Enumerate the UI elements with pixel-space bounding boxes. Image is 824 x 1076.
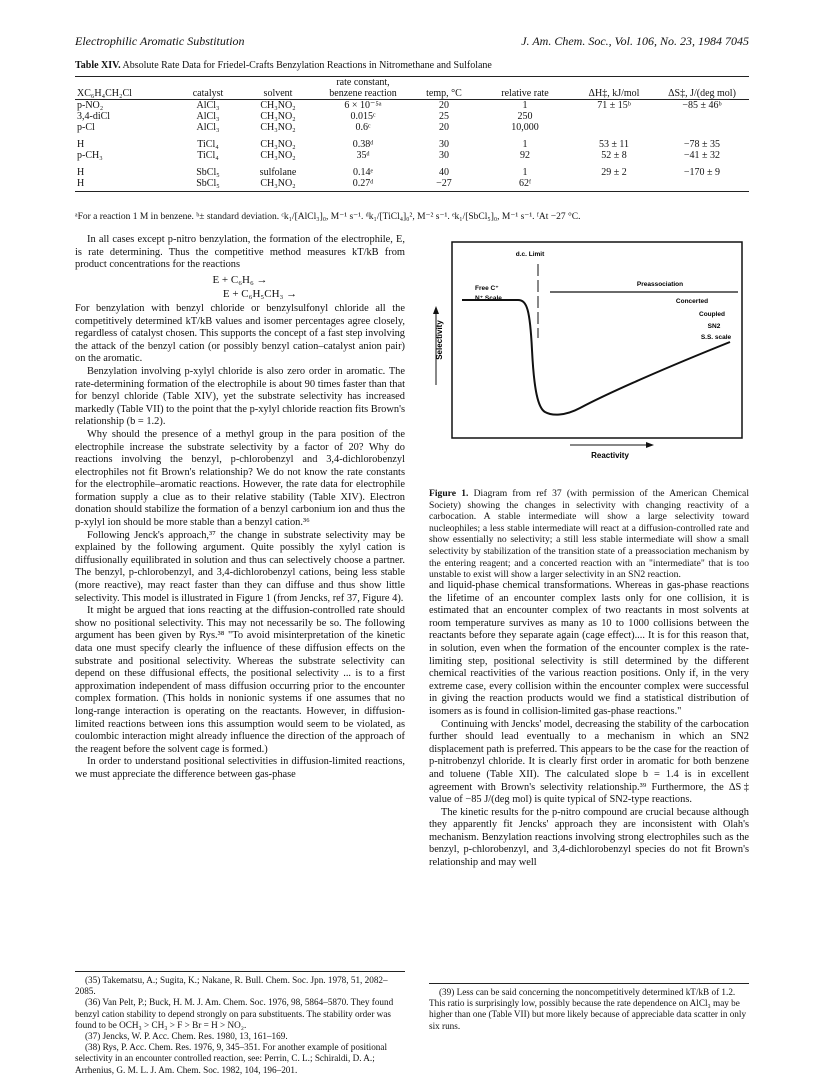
cell-temp: 30 bbox=[439, 150, 449, 161]
cell-enthalpy: 52 ± 8 bbox=[601, 150, 627, 161]
cell-solvent: CH₃NO₂ bbox=[241, 178, 315, 192]
col-header-rate-line2: benzene reaction bbox=[329, 88, 397, 99]
y-axis-arrowhead bbox=[433, 306, 439, 314]
cell-substrate: p-Cl bbox=[77, 122, 95, 133]
cell-solvent: CH₃NO₂ bbox=[260, 111, 296, 122]
coupled-label: Coupled bbox=[699, 311, 725, 318]
n-plus-scale-label: N⁺ Scale bbox=[475, 295, 502, 302]
cell-enthalpy bbox=[573, 122, 655, 133]
cell-relative-rate: 1 bbox=[522, 139, 528, 150]
cell-rate-constant: 0.38ᵈ bbox=[352, 139, 374, 150]
cell-rate-constant: 0.6ᶜ bbox=[355, 122, 371, 133]
x-axis-label: Reactivity bbox=[591, 451, 629, 460]
cell-substrate: H bbox=[75, 178, 175, 192]
cell-relative-rate: 1 bbox=[522, 167, 528, 178]
cell-relative-rate: 250 bbox=[517, 111, 533, 122]
figure-caption bbox=[429, 488, 749, 581]
paragraph: It might be argued that ions reacting at the diffusion-controlled rate should show no positional selectivity. This may not necessarily be so. The following argument has been given by Rys.³⁸ "To avoid misinterpretation of the kinetic data one must specify clearly the influence of these diffusion effects on the substrate and positional selectivity. Whereas the substrate selectivity can depend on these diffusional effects, the positional selectivity ... is to a first approximation independent of mass diffusion occurring prior to the encounter complex formation. (This holds in nonionic systems if one assumes that no long-range interaction is operating on the reactants. However, in diffusion-limited reactions between ions this assumption would seem to be violated, as coulombic interaction might already influence the direction of the approach of the reagent before the solvent cage is formed.) bbox=[75, 605, 405, 755]
cell-substrate: 3,4-diCl bbox=[77, 111, 111, 122]
footnote-39: (39) Less can be said concerning the noncompetitively determined kT/kB of 1.2. This ratio is surprisingly low, possibly because the rate dependence on AlCl₃ may be higher than one (Table VII) but more likely because of appreciable data scatter in only six runs. bbox=[429, 987, 747, 1031]
cell-temp: −27 bbox=[411, 178, 477, 192]
paragraph: Following Jenck's approach,³⁷ the change in substrate selectivity may be explained by the following argument. Quite possibly the xylyl cation is diffusionally equilibrated in solution and thus can selectively choose a partner. The benzyl, p-chlorobenzyl, and 3,4-dichlorobenzyl cations, being less stable (more reactive), may react faster than they can diffuse and thus show little selectivity. This model is illustrated in Figure 1 (from Jencks, ref 37, Figure 4). bbox=[75, 529, 405, 604]
cell-entropy: −78 ± 35 bbox=[683, 139, 721, 150]
paragraph: For benzylation with benzyl chloride or benzylsulfonyl chloride all the competitively determined kT/kB values and isomer percentages agree closely, regardless of catalyst chosen. This supports the concept of a fast step involving the attack of the benzyl cation (or possibly benzyl cation–catalyst anion pair) on the aromatic. bbox=[75, 302, 405, 365]
cell-catalyst: AlCl₃ bbox=[196, 100, 220, 111]
dc-limit-label: d.c. Limit bbox=[515, 251, 545, 258]
col-header-substrate: XC₆H₄CH₂Cl bbox=[75, 77, 175, 100]
left-footnotes bbox=[75, 971, 405, 1076]
cell-enthalpy: 53 ± 11 bbox=[598, 139, 630, 150]
x-axis-arrowhead bbox=[646, 442, 654, 448]
cell-solvent: CH₃NO₂ bbox=[260, 139, 296, 150]
col-header-entropy: ΔS‡, J/(deg mol) bbox=[655, 77, 749, 100]
cell-rate-constant: 0.14ᵉ bbox=[352, 167, 374, 178]
cell-solvent: CH₃NO₂ bbox=[260, 122, 296, 133]
preassociation-label: Preassociation bbox=[636, 281, 684, 288]
figure-frame bbox=[452, 242, 742, 438]
cell-catalyst: AlCl₃ bbox=[196, 111, 220, 122]
footnote-37: (37) Jencks, W. P. Acc. Chem. Res. 1980, 13, 161–169. bbox=[85, 1031, 288, 1042]
footnote-35: (35) Takematsu, A.; Sugita, K.; Nakane, R. Bull. Chem. Soc. Jpn. 1978, 51, 2082–2085. bbox=[75, 975, 388, 997]
right-column bbox=[429, 580, 749, 870]
rate-data-table bbox=[75, 76, 749, 192]
table-header-row bbox=[75, 77, 749, 100]
cell-catalyst: SbCl₅ bbox=[175, 178, 241, 192]
col-header-solvent: solvent bbox=[241, 77, 315, 100]
table-row bbox=[75, 178, 749, 192]
header-section-title: Electrophilic Aromatic Substitution bbox=[75, 34, 245, 48]
cell-catalyst: TiCl₄ bbox=[197, 139, 219, 150]
cell-enthalpy bbox=[573, 111, 655, 122]
cell-enthalpy: 29 ± 2 bbox=[601, 167, 627, 178]
table-caption-label: Table XIV. bbox=[75, 60, 121, 71]
table-row bbox=[75, 150, 749, 161]
cell-enthalpy bbox=[573, 178, 655, 192]
cell-substrate: H bbox=[77, 167, 85, 178]
cell-catalyst: TiCl₄ bbox=[197, 150, 219, 161]
equation-benzene: E + C₆H₆ → bbox=[212, 273, 268, 286]
cell-temp: 30 bbox=[439, 139, 449, 150]
free-carbocation-label: Free C⁺ bbox=[475, 285, 499, 292]
paragraph: Continuing with Jencks' model, decreasing the stability of the carbocation further should lead eventually to a mechanism in which an SN2 displacement path is preferred. This appears to be the case for the reaction of p-nitrobenzyl chloride. It is clearly first order in aromatic for both benzene and toluene (Table XII). The calculated slope b = 1.4 is in excellent agreement with Brown's selectivity relationship.³⁹ Furthermore, the ΔS‡ value of −85 J/(deg mol) is quite typical of SN2-type reactions. bbox=[429, 718, 749, 806]
cell-rate-constant: 0.015ᶜ bbox=[350, 111, 376, 122]
right-footnotes bbox=[429, 983, 749, 1032]
cell-solvent: sulfolane bbox=[259, 167, 297, 178]
selectivity-reactivity-diagram bbox=[430, 240, 748, 488]
cell-rate-constant: 6 × 10⁻⁵ᵃ bbox=[344, 100, 382, 111]
col-header-relative-rate: relative rate bbox=[477, 77, 573, 100]
cell-relative-rate: 1 bbox=[522, 100, 528, 111]
col-header-rate-line1: rate constant, bbox=[336, 77, 390, 88]
header-journal-citation: J. Am. Chem. Soc., Vol. 106, No. 23, 1984 7045 bbox=[521, 34, 749, 48]
cell-enthalpy: 71 ± 15ᵇ bbox=[597, 100, 631, 111]
cell-rate-constant: 35ᵈ bbox=[356, 150, 370, 161]
concerted-label: Concerted bbox=[675, 298, 709, 305]
cell-entropy: −85 ± 46ᵇ bbox=[682, 100, 722, 111]
paragraph: Benzylation involving p-xylyl chloride is also zero order in aromatic. The rate-determining formation of the electrophile is about 90 times faster than that for benzyl chloride (Table XIV), yet the substrate selectivity has increased markedly (Table VII) to the point that the p-xylyl chloride reaction fits Brown's relationship (b = 1.2). bbox=[75, 365, 405, 428]
paragraph: In order to understand positional selectivities in diffusion-limited reactions, we must appreciate the difference between gas-phase bbox=[75, 756, 405, 780]
cell-temp: 20 bbox=[439, 122, 449, 133]
cell-temp: 20 bbox=[439, 100, 449, 111]
sn2-label: SN2 bbox=[707, 323, 721, 330]
col-header-catalyst: catalyst bbox=[175, 77, 241, 100]
cell-relative-rate: 92 bbox=[520, 150, 530, 161]
cell-temp: 25 bbox=[439, 111, 449, 122]
figure-1 bbox=[430, 240, 748, 488]
cell-substrate: p-NO₂ bbox=[77, 100, 104, 111]
table-row bbox=[75, 122, 749, 133]
cell-relative-rate: 62ᶠ bbox=[477, 178, 573, 192]
table-row bbox=[75, 100, 749, 112]
cell-entropy bbox=[655, 178, 749, 192]
cell-entropy: −41 ± 32 bbox=[683, 150, 721, 161]
cell-substrate: H bbox=[77, 139, 85, 150]
footnote-38: (38) Rys, P. Acc. Chem. Res. 1976, 9, 345–351. For another example of positional selectivity in an encounter controlled reaction, see: Perrin, C. L.; Schiraldi, D. A.; Arrhenius, G. M. L. J. Am. Chem. Soc. 1982, 104, 196–201. bbox=[75, 1042, 388, 1075]
cell-entropy bbox=[655, 122, 749, 133]
y-axis-label: Selectivity bbox=[435, 320, 444, 360]
col-header-rate-constant bbox=[315, 77, 411, 100]
left-column bbox=[75, 234, 405, 782]
cell-solvent: CH₃NO₂ bbox=[260, 150, 296, 161]
cell-temp: 40 bbox=[439, 167, 449, 178]
cell-rate-constant: 0.27ᵈ bbox=[315, 178, 411, 192]
cell-substrate: p-CH₃ bbox=[77, 150, 103, 161]
cell-catalyst: AlCl₃ bbox=[196, 122, 220, 133]
cell-entropy bbox=[655, 111, 749, 122]
paragraph: and liquid-phase chemical transformations. Whereas in gas-phase reactions the lifetime of an encounter complex lasts only for one collision, it is estimated that an encounter complex of two reactants in most solvents at room temperature survives as many as 10 to 1000 collisions between the reactants before they separate again (cage effect).... It is for this reason that, in solution, even when the formation of the encounter complex is the rate-limiting step, positional selectivity is still determined by the different chemical reactivities of the various reaction positions. Only if, in the very extreme case, every collision within the encounter complex were successful in giving the reaction products would we find a statistical distribution of isomers as is found in collision-limited gas-phase reactions." bbox=[429, 580, 749, 717]
equation-toluene: E + C₆H₅CH₃ → bbox=[222, 288, 298, 301]
cell-solvent: CH₃NO₂ bbox=[260, 100, 296, 111]
col-header-enthalpy: ΔH‡, kJ/mol bbox=[573, 77, 655, 100]
table-caption bbox=[75, 60, 492, 71]
col-header-temp: temp, °C bbox=[411, 77, 477, 100]
paragraph: Why should the presence of a methyl group in the para position of the electrophile increase the substrate selectivity by a factor of 20? Why do reactions involving the benzyl, p-chlorobenzyl and 3,4-dichlorobenzyl electrophiles not fit Brown's relationship? We do not know the rate constants for the electrophile–aromatic reactions. However, the rate data for electrophile formation supply a clue as to their relative stability (Table XIV). Electron donation should stabilize the formation of a benzyl carbonium ion and thus the p-xylyl ion should be more stable than a benzyl cation.³⁶ bbox=[75, 428, 405, 529]
table-row bbox=[75, 161, 749, 178]
ss-scale-label: S.S. scale bbox=[700, 334, 732, 341]
footnote-36: (36) Van Pelt, P.; Buck, H. M. J. Am. Chem. Soc. 1976, 98, 5864–5870. They found benzyl cation stability to depend strongly on para substituents. The stability order was found to be OCH₃ > CH₃ > F > Br = H > NO₂. bbox=[75, 997, 394, 1030]
figure-caption-label: Figure 1. bbox=[429, 488, 469, 499]
table-row bbox=[75, 111, 749, 122]
cell-catalyst: SbCl₅ bbox=[196, 167, 220, 178]
paragraph: The kinetic results for the p-nitro compound are crucial because although they apparently fit Jencks' approach they are inconsistent with Olah's mechanism. Benzylation reactions involving strong electrophiles such as the benzyl, p-chlorobenzyl, and 3,4-dichlorobenzyl species do not fit Brown's relationship and may well bbox=[429, 806, 749, 869]
cell-entropy: −170 ± 9 bbox=[683, 167, 721, 178]
table-caption-text: Absolute Rate Data for Friedel-Crafts Benzylation Reactions in Nitromethane and Sulfolane bbox=[122, 60, 492, 71]
table-footnote: ᵃFor a reaction 1 M in benzene. ᵇ± standard deviation. ᶜk₁/[AlCl₃]₀, M⁻¹ s⁻¹. ᵈk₁/[TiCl₄]₀², M⁻² s⁻¹. ᵉk₁/[SbCl₅]₀, M⁻¹ s⁻¹. ᶠAt −27 °C. bbox=[75, 212, 581, 222]
table-row bbox=[75, 133, 749, 150]
figure-caption-text: Diagram from ref 37 (with permission of the American Chemical Society) showing the changes in selectivity with changing reactivity of a carbocation. A stable intermediate will show a large selectivity toward nucleophiles; a less stable intermediate will react at a diffusion-controlled rate and show essentially no selectivity; a still less stable intermediate will show a small selectivity by stabilization of the transition state of a preassociation mechanism by the entering reagent; and a concerted reaction with an "intermediate" that is too unstable to exist will show a larger selectivity in an SN2 reaction. bbox=[429, 488, 749, 581]
paragraph: In all cases except p-nitro benzylation, the formation of the electrophile, E, is rate determining. Thus the competitive method measures kT/kB from product concentrations for the reactions bbox=[75, 234, 405, 271]
selectivity-curve bbox=[462, 300, 730, 415]
cell-relative-rate: 10,000 bbox=[511, 122, 539, 133]
